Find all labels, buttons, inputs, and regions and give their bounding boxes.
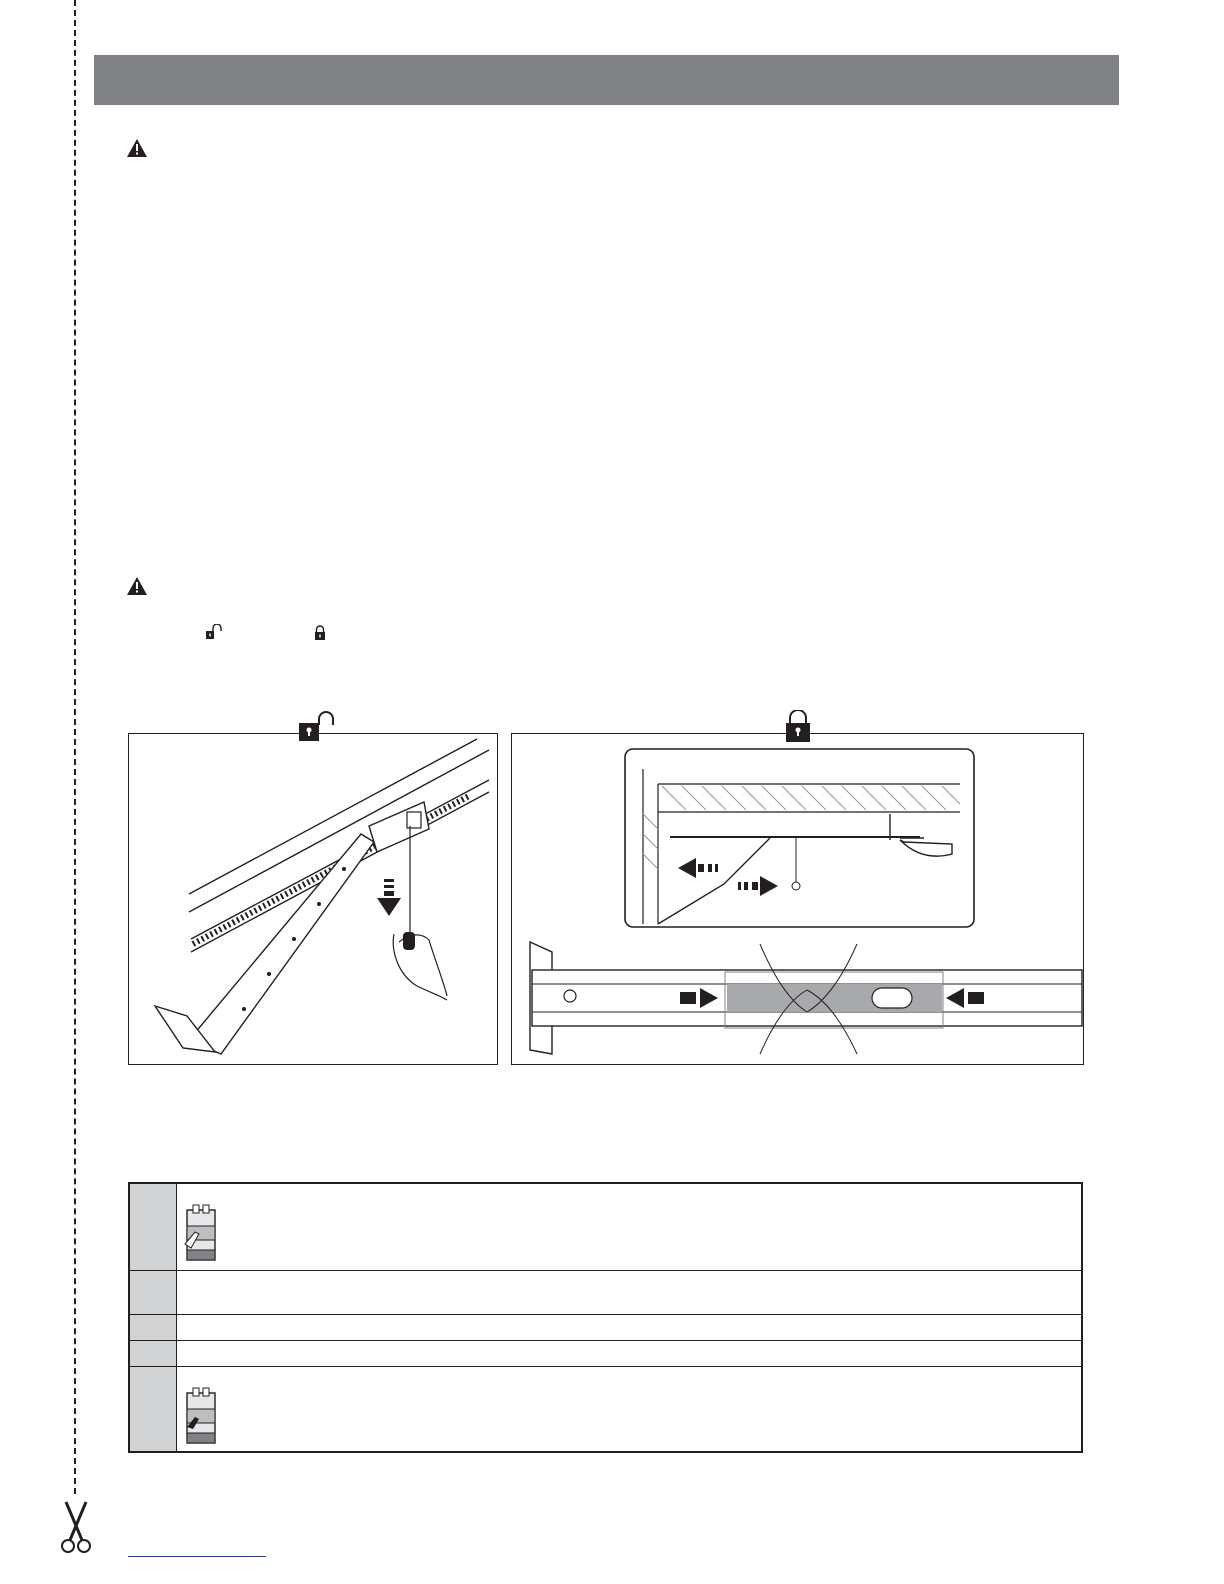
- unlocked-padlock-icon: [297, 711, 337, 741]
- warning-icon: [127, 139, 147, 157]
- cut-line: [74, 0, 76, 1494]
- table-row: [129, 1366, 1082, 1452]
- row-text-cell: [177, 1366, 1083, 1452]
- circuit-breaker-icon: [183, 1204, 219, 1262]
- relock-illustration: [512, 734, 1083, 1064]
- table-row: [129, 1314, 1082, 1340]
- release-illustration: [129, 734, 497, 1064]
- figure-manual-release: [128, 733, 498, 1065]
- locked-padlock-icon: [784, 710, 812, 742]
- row-text-cell: [177, 1183, 1083, 1270]
- scissors-icon: [56, 1500, 96, 1556]
- warning-icon: [127, 577, 147, 595]
- row-number-cell: [129, 1366, 177, 1452]
- locked-padlock-icon: [314, 625, 326, 640]
- figure-automatic-relock: [511, 733, 1084, 1065]
- row-number-cell: [129, 1183, 177, 1270]
- table-row: [129, 1340, 1082, 1366]
- circuit-breaker-icon: [183, 1387, 219, 1445]
- table-row: [129, 1183, 1082, 1270]
- row-text-cell: [177, 1270, 1083, 1314]
- row-number-cell: [129, 1270, 177, 1314]
- row-text-cell: [177, 1340, 1083, 1366]
- section-header-bar: [94, 55, 1119, 105]
- unlocked-padlock-icon: [205, 624, 225, 640]
- table-row: [129, 1270, 1082, 1314]
- row-number-cell: [129, 1340, 177, 1366]
- steps-table: [128, 1182, 1083, 1453]
- row-text-cell: [177, 1314, 1083, 1340]
- row-number-cell: [129, 1314, 177, 1340]
- footer-link-underline[interactable]: [128, 1556, 266, 1557]
